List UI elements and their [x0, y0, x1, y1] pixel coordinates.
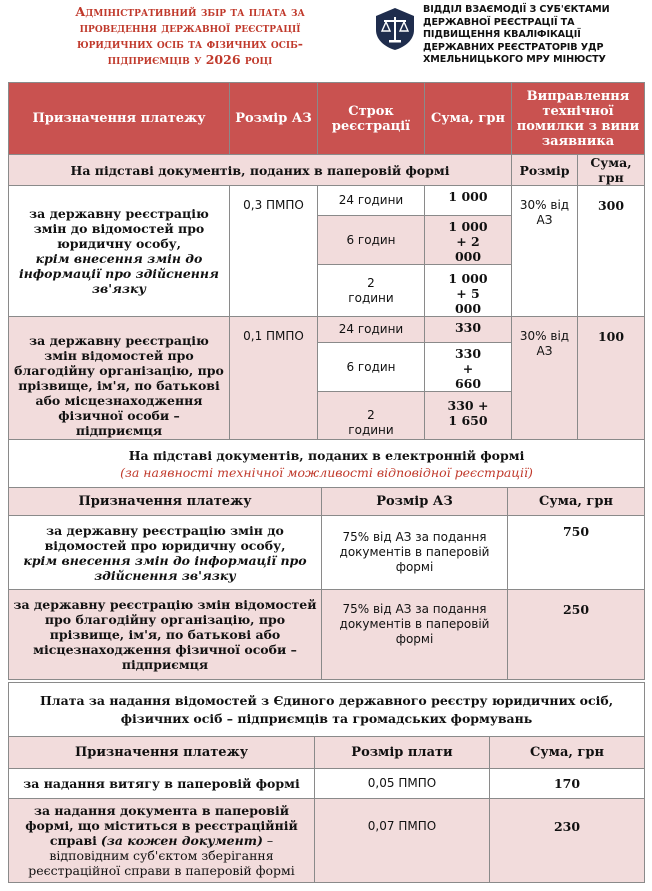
size-cell: 0,05 ПМПО — [315, 769, 490, 799]
size-cell: 0,1 ПМПО — [230, 317, 318, 454]
term-cell: 24 години — [318, 317, 425, 343]
corr-sum-cell: 300 — [578, 186, 645, 317]
purpose-cell — [9, 799, 315, 883]
col-size-header: Розмір АЗ — [230, 83, 318, 155]
col-sum-header: Сума, грн — [490, 737, 645, 769]
table-row — [9, 317, 645, 343]
col-purpose-header: Призначення платежу — [9, 488, 322, 516]
purpose-cell — [9, 516, 322, 590]
purpose-text: за державну реєстрацію змін до відомостей про юридичну особу, — [44, 522, 286, 553]
page-title: Адміністративний збір та плата за проведення державної реєстрації юридичних осіб та фізичних осіб-підприємців у 2026 році — [75, 4, 305, 67]
size-cell: 75% від АЗ за подання документів в паперовій формі — [322, 516, 508, 590]
purpose-note: (за кожен документ) — [100, 833, 263, 848]
sum-cell: 1 000 — [425, 186, 512, 216]
col-correction-header: Виправлення технічної помилки з вини заявника — [512, 83, 645, 155]
table-row — [9, 516, 645, 590]
scales-of-justice-icon — [372, 6, 418, 52]
sum-cell: 230 — [490, 799, 645, 883]
table-row — [9, 799, 645, 883]
term-cell: 2 години — [318, 392, 425, 454]
purpose-exception: крім внесення змін до інформації про здійснення зв'язку — [19, 251, 219, 296]
purpose-text: за державну реєстрацію змін до відомостей про юридичну особу, — [29, 206, 209, 251]
sum-cell: 330 + 660 — [425, 343, 512, 392]
electronic-fees-table — [8, 439, 645, 680]
sum-cell: 170 — [490, 769, 645, 799]
section-title-cell — [9, 440, 645, 488]
corr-sum-header: Сума, грн — [578, 155, 645, 186]
table-header-row — [9, 737, 645, 769]
col-term-header: Строк реєстрації — [318, 83, 425, 155]
col-sum-header: Сума, грн — [425, 83, 512, 155]
term-cell: 6 годин — [318, 216, 425, 265]
table-header-row — [9, 488, 645, 516]
corr-size-header: Розмір — [512, 155, 578, 186]
section-row — [9, 440, 645, 488]
sum-cell: 750 — [508, 516, 645, 590]
sum-cell: 1 000 + 5 000 — [425, 265, 512, 317]
section-subtitle: (за наявності технічної можливості відповідної реєстрації) — [120, 464, 533, 480]
col-size-header: Розмір плати — [315, 737, 490, 769]
corr-size-cell: 30% від АЗ — [512, 317, 578, 454]
paper-fees-table — [8, 82, 645, 454]
term-cell: 2 години — [318, 265, 425, 317]
term-cell: 24 години — [318, 186, 425, 216]
size-cell: 0,3 ПМПО — [230, 186, 318, 317]
section-row — [9, 155, 645, 186]
section-title: Плата за надання відомостей з Єдиного державного реєстру юридичних осіб, фізичних осіб – підприємців та громадських формувань — [9, 683, 645, 737]
purpose-text: за надання документа в паперовій формі, що міститься в реєстраційній справі — [25, 803, 298, 848]
sum-cell: 330 — [425, 317, 512, 343]
purpose-cell — [9, 186, 230, 317]
table-row — [9, 769, 645, 799]
purpose-cell: за державну реєстрацію змін відомостей про благодійну організацію, про прізвище, ім'я, по батькові або місцезнаходження фізичної особи – підприємця — [9, 317, 230, 454]
purpose-tail: – відповідним суб'єктом зберігання реєстраційної справи в паперовій формі — [28, 833, 295, 878]
purpose-cell: за державну реєстрацію змін відомостей про благодійну організацію, про прізвище, ім'я, по батькові або місцезнаходження фізичної особи – підприємця — [9, 590, 322, 680]
col-sum-header: Сума, грн — [508, 488, 645, 516]
section-title: На підставі документів, поданих в електронній формі — [128, 447, 525, 463]
col-purpose-header: Призначення платежу — [9, 83, 230, 155]
col-size-header: Розмір АЗ — [322, 488, 508, 516]
table-row — [9, 186, 645, 216]
size-cell: 75% від АЗ за подання документів в паперовій формі — [322, 590, 508, 680]
size-cell: 0,07 ПМПО — [315, 799, 490, 883]
section-title: На підставі документів, поданих в паперовій формі — [9, 155, 512, 186]
organization-name: ВІДДІЛ ВЗАЄМОДІЇ З СУБ'ЄКТАМИ ДЕРЖАВНОЇ РЕЄСТРАЦІЇ ТА ПІДВИЩЕННЯ КВАЛІФІКАЦІЇ ДЕРЖАВНИХ РЕЄСТРАТОРІВ УДР ХМЕЛЬНИЦЬКОГО МРУ МІНЮСТУ — [423, 4, 610, 65]
corr-size-cell: 30% від АЗ — [512, 186, 578, 317]
sum-cell: 250 — [508, 590, 645, 680]
section-row — [9, 683, 645, 737]
sum-cell: 330 + 1 650 — [425, 392, 512, 454]
table-header-row — [9, 83, 645, 155]
extract-fees-table — [8, 682, 645, 883]
sum-cell: 1 000 + 2 000 — [425, 216, 512, 265]
purpose-exception: крім внесення змін до інформації про здійснення зв'язку — [23, 552, 307, 583]
purpose-cell: за надання витягу в паперовій формі — [9, 769, 315, 799]
col-purpose-header: Призначення платежу — [9, 737, 315, 769]
term-cell: 6 годин — [318, 343, 425, 392]
corr-sum-cell: 100 — [578, 317, 645, 454]
table-row — [9, 590, 645, 680]
